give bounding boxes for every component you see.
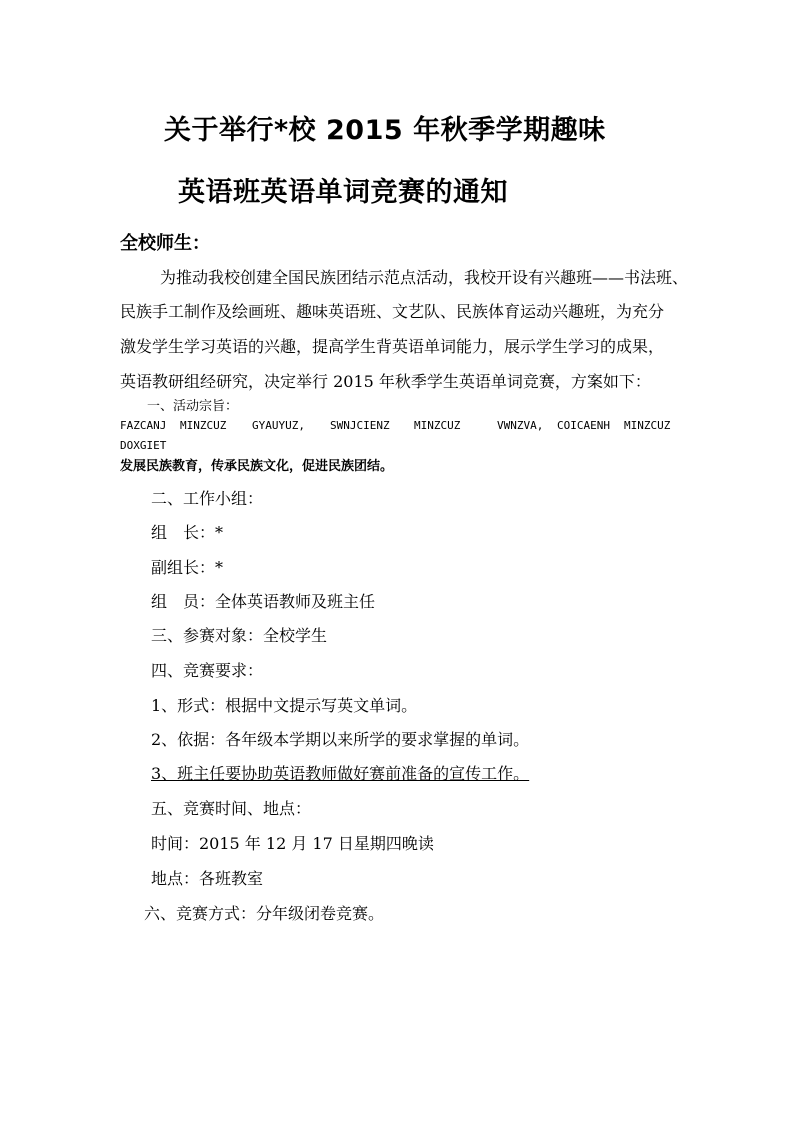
intro-line-3: 激发学生学习英语的兴趣，提高学生背英语单词能力，展示学生学习的成果， (120, 337, 665, 356)
group-deputy: 副组长：* (151, 558, 224, 577)
section1-code-5: MINZCUZ (414, 419, 461, 432)
section2-heading: 二、工作小组： (151, 489, 264, 508)
section1-code-2: MINZCUZ (180, 419, 227, 432)
title-line-2: 英语班英语单词竞赛的通知 (178, 177, 508, 208)
title-line-1: 关于举行*校 2015 年秋季学期趣味 (164, 115, 606, 146)
requirement-3: 3、班主任要协助英语教师做好赛前准备的宣传工作。 (151, 764, 530, 783)
salutation: 全校师生： (120, 233, 210, 254)
competition-time: 时间：2015 年 12 月 17 日星期四晚读 (151, 834, 434, 853)
requirement-2: 2、依据：各年级本学期以来所学的要求掌握的单词。 (151, 730, 530, 749)
intro-line-2: 民族手工制作及绘画班、趣味英语班、文艺队、民族体育运动兴趣班，为充分 (120, 302, 665, 321)
competition-place: 地点：各班教室 (151, 869, 264, 888)
section1-code-3: GYAUYUZ, (252, 419, 305, 432)
section1-code-1: FAZCANJ (120, 419, 167, 432)
section1-heading: 一、活动宗旨： (147, 399, 239, 414)
section1-code-6: VWNZVA, (497, 419, 544, 432)
section6: 六、竞赛方式：分年级闭卷竞赛。 (144, 904, 385, 923)
requirement-1: 1、形式：根据中文提示写英文单词。 (151, 696, 418, 715)
section1-code-4: SWNJCIENZ (330, 419, 390, 432)
section1-code-line-2: DOXGIET (120, 439, 167, 452)
section5-heading: 五、竞赛时间、地点： (151, 799, 312, 818)
section1-text: 发展民族教育，传承民族文化，促进民族团结。 (120, 459, 394, 474)
intro-line-1: 为推动我校创建全国民族团结示范点活动，我校开设有兴趣班——书法班、 (160, 268, 689, 287)
section1-code-7: COICAENH (557, 419, 610, 432)
section4-heading: 四、竞赛要求： (151, 661, 264, 680)
section3: 三、参赛对象：全校学生 (151, 626, 328, 645)
intro-line-4: 英语教研组经研究，决定举行 2015 年秋季学生英语单词竞赛，方案如下： (120, 372, 651, 391)
group-members: 组 员：全体英语教师及班主任 (151, 592, 376, 611)
group-leader: 组 长：* (151, 523, 224, 542)
section1-code-8: MINZCUZ (624, 419, 671, 432)
